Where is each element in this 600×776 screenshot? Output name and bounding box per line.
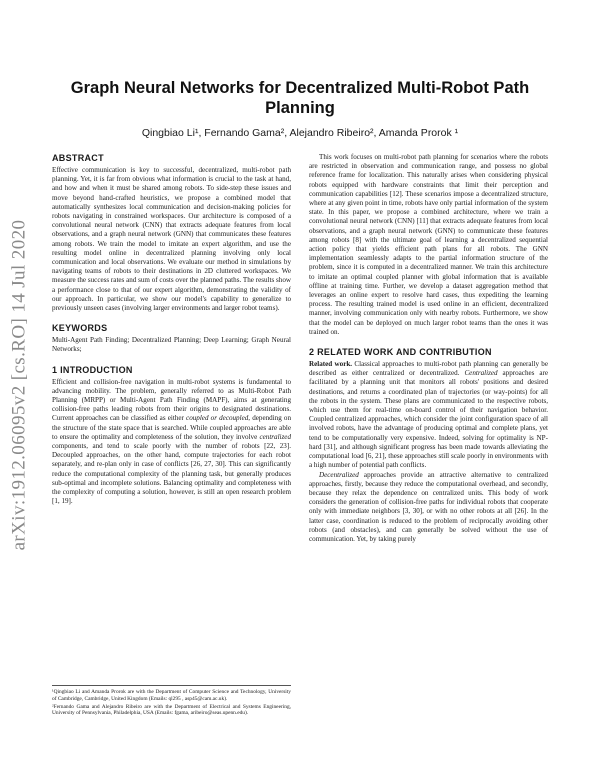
related-work-paragraph-2	[309, 471, 548, 545]
related-work-section	[309, 347, 548, 544]
footnote-1: ¹Qingbiao Li and Amanda Prorok are with the Department of Computer Science and Technology, University of Cambridge, Cambridge, United Kingdom (Emails: ql295 , asp45@cam.ac.uk).	[52, 689, 291, 702]
arxiv-sidebar	[4, 150, 34, 620]
related-text-b: approaches are facilitated by a planning unit that monitors all robots' positions and desired destinations, and returns a coordinated plan of trajectories (or way-points) for all the robots in the system. These plans are communicated to the respective robots, which use them for real-time on-board control of their navigation behavior. Coupled centralized approaches, which consider the joint configuration space of all involved robots, have the advantage of producing optimal and complete plans, yet tend to be computationally very expensive. Indeed, solving for optimality is NP-hard [31], and although significant progress has been made towards alleviating the computational load [6, 21], these approaches still scale poorly in environments with a high number of potential path conflicts.	[309, 369, 548, 470]
author-list: Qingbiao Li¹, Fernando Gama², Alejandro Ribeiro², Amanda Prorok ¹	[141, 127, 459, 139]
left-column	[52, 153, 291, 517]
abstract-heading: ABSTRACT	[52, 153, 104, 163]
intro-text-b: , depending on the structure of the state space that is searched. While coupled approaches are able to ensure the optimality and completeness of the solution, they involve	[52, 414, 292, 441]
related-decentralized-term: Decentralized	[319, 470, 359, 479]
related-text-c: approaches provide an attractive alternative to centralized approaches, firstly, because they reduce the computational overhead, and secondly, because they relax the dependence on centralized units. This body of work considers the generation of collision-free paths for individual robots that cooperate only with immediate neighbors [3, 30], or with no other robots at all [26]. In the latter case, coordination is reduced to the problem of reciprocally avoiding other robots (and obstacles), and can generally be solved without the use of communication. Yet, by taking purely	[309, 470, 548, 543]
abstract-text: Effective communication is key to successful, decentralized, multi-robot path planning. Yet, it is far from obvious what information is crucial to the task at hand, and how and when it must be shared among robots. To side-step these issues and move beyond hand-crafted heuristics, we propose a combined model that automatically synthesizes local communication and decision-making policies for robots navigating in constrained workspaces. Our architecture is composed of a convolutional neural network (CNN) that extracts adequate features from local observations, and a graph neural network (GNN) that communicates these features among robots. We train the model to imitate an expert algorithm, and use the resulting model online in decentralized planning involving only local communication and local observations. We evaluate our method in simulations by navigating teams of robots to their destinations in 2D cluttered workspaces. We measure the success rates and sum of costs over the planned paths. The results show a performance close to that of our expert algorithm, demonstrating the validity of our approach. In particular, we show our model's capability to generalize to previously unseen cases (involving larger environments and larger robot teams).	[52, 166, 291, 313]
related-work-paragraph-1	[309, 360, 548, 470]
introduction-paragraph	[52, 378, 291, 507]
keywords-section	[52, 323, 291, 354]
footnotes	[52, 685, 291, 718]
introduction-section	[52, 365, 291, 507]
related-work-lead: Related work.	[309, 360, 353, 369]
keywords-heading: KEYWORDS	[52, 323, 108, 334]
keywords-text: Multi-Agent Path Finding; Decentralized Planning; Deep Learning; Graph Neural Networks;	[52, 336, 291, 354]
related-work-heading: 2 RELATED WORK AND CONTRIBUTION	[309, 347, 492, 358]
intro-text-a: Efficient and collision-free navigation in multi-robot systems is fundamental to advancing mobility. The problem, generally referred to as Multi-Robot Path Planning (MRPP) or Multi-Agent Path Finding (MAPF), aims at generating collision-free paths leading robots from their origins to designated destinations. Current approaches can be classified as either	[52, 377, 291, 423]
intro-centralized-term: centralized	[259, 432, 291, 441]
related-centralized-term: Centralized	[464, 369, 498, 378]
abstract-section	[52, 153, 291, 313]
footnote-2: ²Fernando Gama and Alejandro Ribeiro are with the Department of Electrical and Systems Engineering, University of Pennsylvania, Philadelphia, USA (Emails: fgama, aribeiro@seas.upenn.edu).	[52, 703, 291, 717]
intro-coupled-term: coupled or decoupled	[186, 414, 249, 423]
paper-title: Graph Neural Networks for Decentralized Multi-Robot Path Planning	[70, 79, 530, 117]
right-column	[309, 153, 548, 554]
intro-continuation	[309, 153, 548, 337]
related-text-a: Classical approaches to multi-robot path planning can generally be described as either centralized or decentralized.	[309, 360, 548, 378]
intro-text-c: components, and tend to scale poorly with the number of robots [22, 23]. Decoupled approaches, on the other hand, compute trajectories for each robot separately, and re-plan only in case of conflicts [26, 27, 30]. This can significantly reduce the computational complexity of the planning task, but generally produces sub-optimal and incomplete solutions. Balancing optimality and completeness with the complexity of computing a solution, however, is still an open research problem [1, 19].	[52, 442, 291, 506]
introduction-heading: 1 INTRODUCTION	[52, 364, 133, 375]
intro-continuation-text: This work focuses on multi-robot path planning for scenarios where the robots are restricted in observation and communication range, and possess no global reference frame for localization. This naturally arises when considering physical robots equipped with hardware constraints that limit their perception and communication capabilities [12]. These scenarios impose a decentralized structure, where at any given point in time, robots have only partial information of the system state. In this paper, we propose a combined architecture, where we train a convolutional neural network (CNN) [11] that extracts adequate features from local observations, and a graph neural network (GNN) to communicate these features among robots [8] with the ultimate goal of learning a decentralized sequential action policy that yields efficient path plans for all robots. The GNN implementation seamlessly adapts to the partial information structure of the problem, since it is computed in a decentralized manner. We train this architecture to imitate an optimal coupled planner with global information that is available offline at training time. Further, we develop a dataset aggregation method that leverages an online expert to resolve hard cases, thus expediting the learning process. The resulting trained model is used online in an efficient, decentralized manner, involving communication only with nearby robots. Furthermore, we show that the model can be deployed on much larger robot teams than the ones it was trained on.	[309, 153, 548, 336]
arxiv-id: arXiv:1912.06095v2 [cs.RO] 14 Jul 2020	[8, 219, 30, 551]
